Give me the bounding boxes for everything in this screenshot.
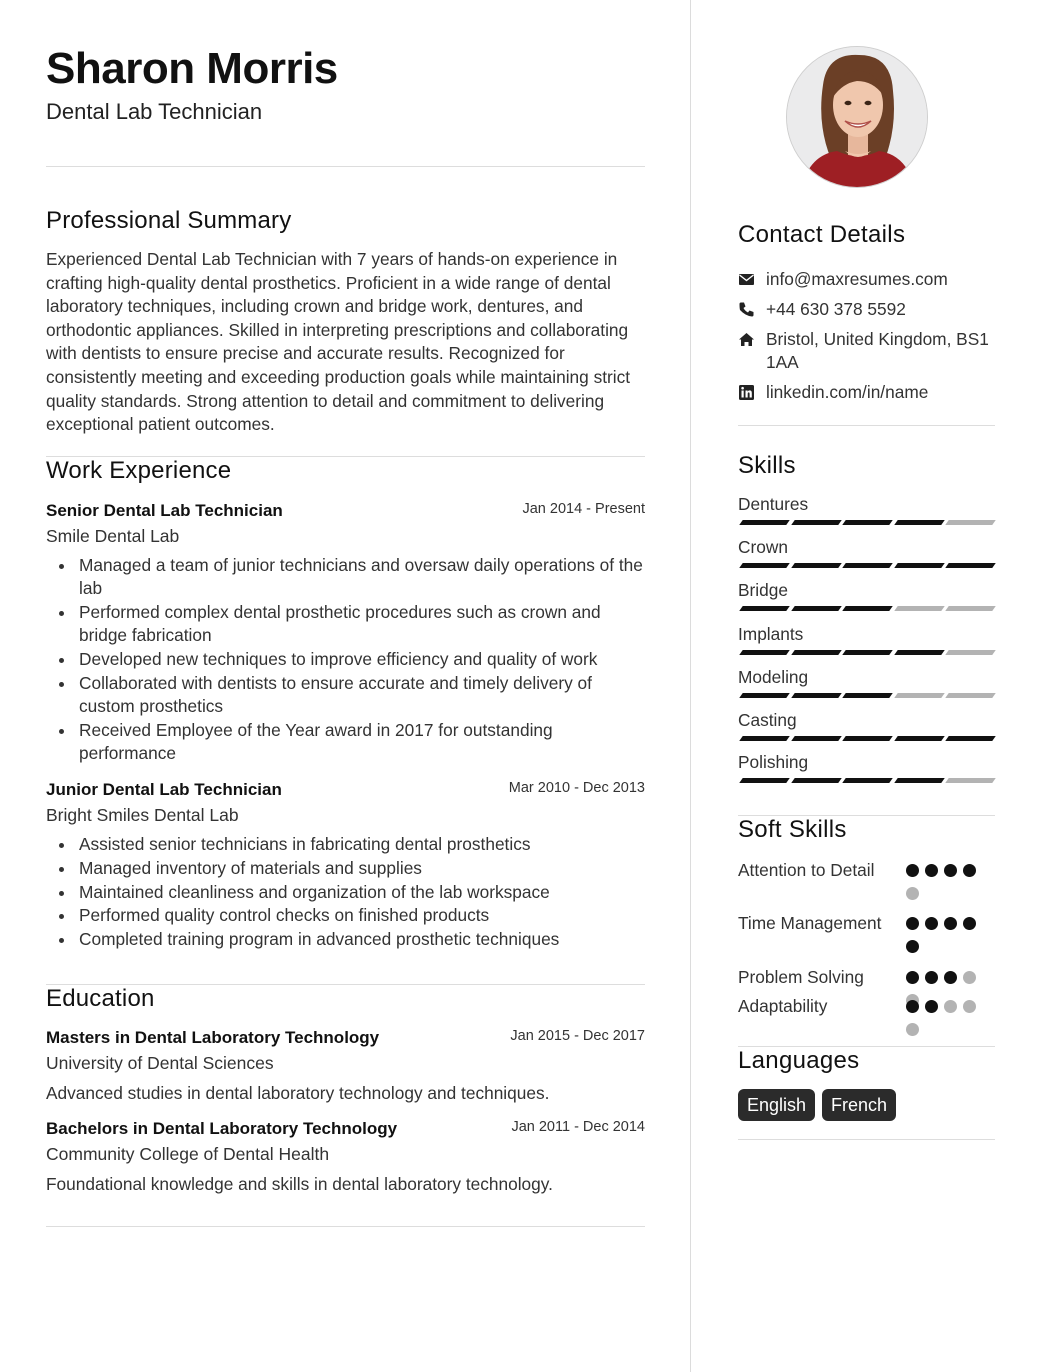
skill-level-segment (945, 520, 996, 525)
skill-level-segment (739, 693, 790, 698)
skill-level-segment (894, 563, 945, 568)
column-divider (690, 0, 691, 1372)
list-item: Performed quality control checks on finished products (46, 904, 645, 927)
soft-skill-label: Adaptability (738, 996, 828, 1016)
skill-row (738, 667, 995, 687)
rating-dot (963, 1000, 976, 1013)
language-tag: French (822, 1089, 896, 1121)
phone-icon (738, 301, 755, 318)
skill-level-segment (945, 563, 996, 568)
summary-heading: Professional Summary (46, 207, 292, 234)
skill-level-segment (945, 606, 996, 611)
skill-level-bar (738, 520, 995, 526)
list-item: Completed training program in advanced prosthetic techniques (46, 928, 645, 951)
skill-label: Casting (738, 710, 797, 730)
skill-label: Modeling (738, 667, 809, 687)
school-name: University of Dental Sciences (46, 1053, 274, 1073)
skill-level-bar (738, 736, 995, 742)
language-tag: English (738, 1089, 815, 1121)
skill-level-segment (842, 606, 893, 611)
skill-label: Polishing (738, 752, 809, 772)
soft-skills-heading: Soft Skills (738, 816, 847, 843)
skill-level-segment (945, 650, 996, 655)
skill-label: Implants (738, 624, 804, 644)
skill-level-segment (739, 778, 790, 783)
contact-email[interactable] (738, 268, 995, 291)
education-entry (46, 1028, 645, 1104)
job-title: Junior Dental Lab Technician (46, 780, 282, 799)
rating-dot (925, 917, 938, 930)
skill-level-segment (791, 778, 842, 783)
job-dates: Mar 2010 - Dec 2013 (508, 780, 645, 796)
list-item: Managed a team of junior technicians and oversaw daily operations of the lab (46, 554, 645, 601)
education-entry (46, 1119, 645, 1195)
job-bullets (46, 833, 645, 951)
skill-level-segment (842, 650, 893, 655)
skill-level-bar (738, 650, 995, 656)
skill-level-segment (739, 520, 790, 525)
skill-level-segment (791, 563, 842, 568)
skill-level-segment (894, 520, 945, 525)
skill-row (738, 494, 995, 514)
list-item: Assisted senior technicians in fabricating dental prosthetics (46, 833, 645, 856)
contact-phone[interactable] (738, 298, 995, 321)
soft-skill-label: Problem Solving (738, 967, 864, 987)
rating-dot (906, 864, 919, 877)
rating-dot (944, 917, 957, 930)
list-item: Received Employee of the Year award in 2017 for outstanding performance (46, 719, 645, 766)
envelope-icon (738, 271, 755, 288)
skill-level-bar (738, 693, 995, 699)
skill-level-segment (842, 693, 893, 698)
skill-level-segment (894, 693, 945, 698)
education-description: Foundational knowledge and skills in dental laboratory technology. (46, 1174, 553, 1194)
contact-linkedin[interactable] (738, 381, 995, 404)
skill-level-segment (894, 736, 945, 741)
skill-level-segment (739, 736, 790, 741)
rating-dot (906, 940, 919, 953)
soft-skill-label: Time Management (738, 913, 882, 933)
divider (738, 425, 995, 426)
education-heading: Education (46, 985, 155, 1012)
skill-label: Dentures (738, 494, 809, 514)
rating-dot (906, 1000, 919, 1013)
divider (738, 1139, 995, 1140)
rating-dot (944, 971, 957, 984)
candidate-name: Sharon Morris (46, 44, 338, 93)
job-entry (46, 501, 645, 766)
skill-label: Bridge (738, 580, 788, 600)
skill-row (738, 580, 995, 600)
rating-dot (906, 917, 919, 930)
skill-row (738, 537, 995, 557)
skill-level-segment (945, 778, 996, 783)
rating-dot (963, 864, 976, 877)
skill-level-bar (738, 778, 995, 784)
job-company: Smile Dental Lab (46, 526, 180, 546)
rating-dot (925, 971, 938, 984)
skill-row (738, 752, 995, 772)
address-text: Bristol, United Kingdom, BS1 1AA (766, 329, 989, 372)
degree-title: Masters in Dental Laboratory Technology (46, 1028, 380, 1047)
list-item: Developed new techniques to improve efficiency and quality of work (46, 648, 645, 671)
job-entry (46, 780, 645, 952)
skill-level-segment (791, 736, 842, 741)
rating-dot (963, 971, 976, 984)
list-item: Collaborated with dentists to ensure accurate and timely delivery of custom prosthetics (46, 672, 645, 719)
experience-heading: Work Experience (46, 457, 232, 484)
rating-dot (906, 887, 919, 900)
phone-text: +44 630 378 5592 (766, 299, 906, 319)
rating-dot (925, 864, 938, 877)
skill-level-segment (791, 693, 842, 698)
skill-level-bar (738, 606, 995, 612)
candidate-title: Dental Lab Technician (46, 99, 263, 124)
skill-level-segment (791, 606, 842, 611)
linkedin-icon (738, 384, 755, 401)
education-dates: Jan 2011 - Dec 2014 (511, 1119, 645, 1135)
contact-address (738, 328, 995, 374)
skill-level-segment (894, 650, 945, 655)
skill-level-segment (842, 778, 893, 783)
skill-level-segment (739, 606, 790, 611)
summary-text: Experienced Dental Lab Technician with 7 years of hands-on experience in crafting high-quality dental prosthetics. Proficient in a wide range of dental laboratory techniques, including crown and bridge work, dentures, and orthodontic appliances. Skilled in interpreting prescriptions and collaborating with dentists to ensure precise and accurate results. Recognized for consistently meeting and exceeding production goals while maintaining strict quality standards. Strong attention to detail and commitment to delivering exceptional patient outcomes. (46, 249, 631, 435)
skill-level-segment (739, 563, 790, 568)
contact-heading: Contact Details (738, 221, 906, 248)
school-name: Community College of Dental Health (46, 1144, 330, 1164)
skill-level-segment (791, 650, 842, 655)
job-dates: Jan 2014 - Present (522, 501, 645, 517)
divider (46, 166, 645, 167)
skill-row (738, 710, 995, 730)
degree-title: Bachelors in Dental Laboratory Technology (46, 1119, 398, 1138)
soft-skill-label: Attention to Detail (738, 860, 875, 880)
list-item: Maintained cleanliness and organization of the lab workspace (46, 881, 645, 904)
rating-dot (944, 1000, 957, 1013)
skill-level-segment (945, 693, 996, 698)
list-item: Managed inventory of materials and supplies (46, 857, 645, 880)
job-company: Bright Smiles Dental Lab (46, 805, 239, 825)
skill-level-segment (842, 520, 893, 525)
rating-dot (906, 971, 919, 984)
divider (46, 1226, 645, 1227)
skill-level-bar (738, 563, 995, 569)
languages-heading: Languages (738, 1047, 860, 1074)
home-icon (738, 331, 755, 348)
rating-dot (944, 864, 957, 877)
skill-level-segment (739, 650, 790, 655)
skill-level-segment (945, 736, 996, 741)
job-bullets (46, 554, 645, 766)
skill-level-segment (791, 520, 842, 525)
profile-photo (786, 46, 928, 188)
rating-dot (906, 1023, 919, 1036)
skill-level-segment (842, 736, 893, 741)
education-dates: Jan 2015 - Dec 2017 (510, 1028, 645, 1044)
rating-dot (925, 1000, 938, 1013)
skill-label: Crown (738, 537, 788, 557)
skill-row (738, 624, 995, 644)
education-description: Advanced studies in dental laboratory technology and techniques. (46, 1083, 550, 1103)
email-text: info@maxresumes.com (766, 269, 948, 289)
rating-dot (963, 917, 976, 930)
job-title: Senior Dental Lab Technician (46, 501, 283, 520)
list-item: Performed complex dental prosthetic procedures such as crown and bridge fabrication (46, 601, 645, 648)
skill-level-segment (842, 563, 893, 568)
skill-level-segment (894, 778, 945, 783)
skills-heading: Skills (738, 452, 796, 479)
linkedin-text: linkedin.com/in/name (766, 382, 929, 402)
skill-level-segment (894, 606, 945, 611)
